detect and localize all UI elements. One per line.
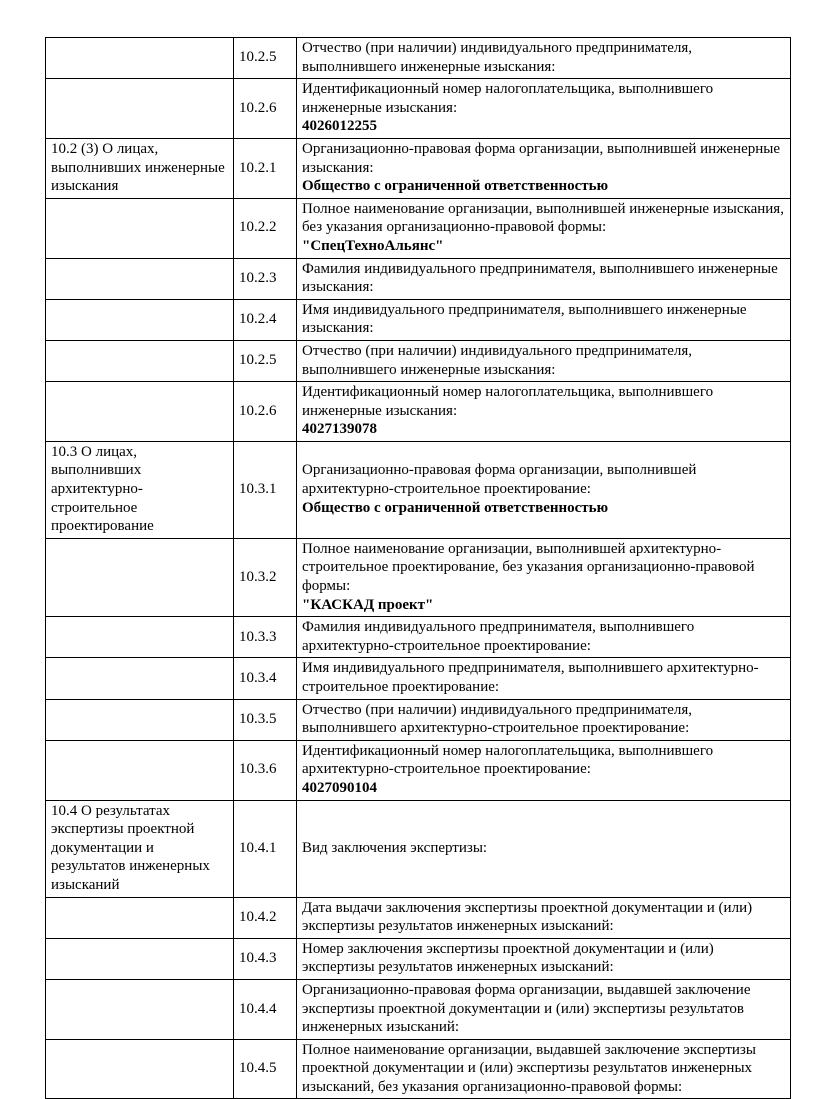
table-row xyxy=(46,617,791,658)
description-text: Дата выдачи заключения экспертизы проектной документации и (или) экспертизы результатов инженерных изысканий: xyxy=(302,899,753,935)
table-row xyxy=(46,938,791,979)
description-text: Полное наименование организации, выдавшей заключение экспертизы проектной документации и (или) экспертизы результатов инженерных изысканий, без указания организационно-правовой формы: xyxy=(302,1041,756,1095)
item-number-cell: 10.4.1 xyxy=(234,800,297,897)
section-cell xyxy=(46,658,234,699)
description-cell xyxy=(297,538,791,616)
description-cell xyxy=(297,382,791,442)
table-row xyxy=(46,699,791,740)
value-text: Общество с ограниченной ответственностью xyxy=(302,499,609,516)
section-cell xyxy=(46,897,234,938)
description-cell xyxy=(297,38,791,79)
section-cell xyxy=(46,38,234,79)
description-cell xyxy=(297,258,791,299)
table-row xyxy=(46,897,791,938)
value-text: 4026012255 xyxy=(302,118,377,135)
item-number-cell: 10.3.2 xyxy=(234,538,297,616)
description-cell xyxy=(297,617,791,658)
item-number-cell: 10.2.3 xyxy=(234,258,297,299)
table-row xyxy=(46,340,791,381)
description-text: Номер заключения экспертизы проектной документации и (или) экспертизы результатов инженерных изысканий: xyxy=(302,940,714,976)
description-cell xyxy=(297,938,791,979)
item-number-cell: 10.2.5 xyxy=(234,38,297,79)
table-row xyxy=(46,258,791,299)
description-text: Вид заключения экспертизы: xyxy=(302,839,488,856)
item-number-cell: 10.3.5 xyxy=(234,699,297,740)
section-cell xyxy=(46,938,234,979)
description-cell xyxy=(297,740,791,800)
section-cell xyxy=(46,340,234,381)
section-cell: 10.3 О лицах, выполнивших архитектурно-строительное проектирование xyxy=(46,441,234,538)
item-number-cell: 10.3.3 xyxy=(234,617,297,658)
section-cell xyxy=(46,258,234,299)
description-text: Фамилия индивидуального предпринимателя, выполнившего архитектурно-строительное проектирование: xyxy=(302,619,695,654)
value-text: 4027090104 xyxy=(302,779,377,796)
item-number-cell: 10.2.2 xyxy=(234,198,297,258)
description-cell xyxy=(297,658,791,699)
section-cell xyxy=(46,1039,234,1099)
table-row xyxy=(46,38,791,79)
section-cell xyxy=(46,979,234,1039)
table-row xyxy=(46,198,791,258)
value-text: "КАСКАД проект" xyxy=(302,596,434,613)
item-number-cell: 10.2.4 xyxy=(234,299,297,340)
description-cell xyxy=(297,198,791,258)
description-text: Отчество (при наличии) индивидуального предпринимателя, выполнившего инженерные изыскания: xyxy=(302,40,693,75)
table-row xyxy=(46,658,791,699)
description-cell xyxy=(297,897,791,938)
description-cell xyxy=(297,79,791,139)
description-cell xyxy=(297,138,791,198)
description-text: Отчество (при наличии) индивидуального предпринимателя, выполнившего архитектурно-строительное проектирование: xyxy=(302,701,693,737)
table-row xyxy=(46,979,791,1039)
table-row xyxy=(46,299,791,340)
table-row xyxy=(46,1039,791,1099)
value-text: "СпецТехноАльянс" xyxy=(302,237,444,254)
description-text: Полное наименование организации, выполнившей инженерные изыскания, без указания организационно-правовой формы: xyxy=(302,200,784,236)
item-number-cell: 10.2.1 xyxy=(234,138,297,198)
description-text: Организационно-правовая форма организации, выполнившей инженерные изыскания: xyxy=(302,140,780,176)
value-text: Общество с ограниченной ответственностью xyxy=(302,178,609,195)
item-number-cell: 10.4.5 xyxy=(234,1039,297,1099)
table-row xyxy=(46,441,791,538)
table-row xyxy=(46,138,791,198)
table-row xyxy=(46,79,791,139)
table-row xyxy=(46,800,791,897)
description-text: Организационно-правовая форма организации, выдавшей заключение экспертизы проектной документации и (или) экспертизы результатов инженерных изысканий: xyxy=(302,981,751,1036)
description-cell xyxy=(297,1039,791,1099)
description-cell xyxy=(297,299,791,340)
description-text: Полное наименование организации, выполнившей архитектурно-строительное проектирование, без указания организационно-правовой формы: xyxy=(302,540,755,595)
section-cell xyxy=(46,198,234,258)
description-cell xyxy=(297,979,791,1039)
item-number-cell: 10.3.1 xyxy=(234,441,297,538)
table-row xyxy=(46,382,791,442)
item-number-cell: 10.2.6 xyxy=(234,79,297,139)
item-number-cell: 10.3.4 xyxy=(234,658,297,699)
description-text: Идентификационный номер налогоплательщика, выполнившего архитектурно-строительное проектирование: xyxy=(302,742,714,778)
description-text: Идентификационный номер налогоплательщика, выполнившего инженерные изыскания: xyxy=(302,384,714,419)
item-number-cell: 10.4.2 xyxy=(234,897,297,938)
description-cell xyxy=(297,340,791,381)
item-number-cell: 10.4.3 xyxy=(234,938,297,979)
declaration-table-body xyxy=(46,38,791,1099)
section-cell xyxy=(46,617,234,658)
description-text: Фамилия индивидуального предпринимателя, выполнившего инженерные изыскания: xyxy=(302,260,778,296)
item-number-cell: 10.4.4 xyxy=(234,979,297,1039)
item-number-cell: 10.3.6 xyxy=(234,740,297,800)
section-cell xyxy=(46,538,234,616)
description-text: Имя индивидуального предпринимателя, выполнившего инженерные изыскания: xyxy=(302,301,747,337)
description-cell xyxy=(297,800,791,897)
value-text: 4027139078 xyxy=(302,421,377,438)
table-row xyxy=(46,740,791,800)
description-text: Отчество (при наличии) индивидуального предпринимателя, выполнившего инженерные изыскания: xyxy=(302,342,693,378)
item-number-cell: 10.2.6 xyxy=(234,382,297,442)
description-cell xyxy=(297,441,791,538)
section-cell xyxy=(46,299,234,340)
section-cell xyxy=(46,740,234,800)
description-text: Идентификационный номер налогоплательщика, выполнившего инженерные изыскания: xyxy=(302,81,714,116)
item-number-cell: 10.2.5 xyxy=(234,340,297,381)
declaration-table xyxy=(45,37,791,1099)
section-cell: 10.2 (3) О лицах, выполнивших инженерные изыскания xyxy=(46,138,234,198)
section-cell xyxy=(46,79,234,139)
section-cell xyxy=(46,382,234,442)
description-text: Имя индивидуального предпринимателя, выполнившего архитектурно-строительное проектирование: xyxy=(302,660,759,695)
table-row xyxy=(46,538,791,616)
description-cell xyxy=(297,699,791,740)
section-cell xyxy=(46,699,234,740)
section-cell: 10.4 О результатах экспертизы проектной документации и результатов инженерных изысканий xyxy=(46,800,234,897)
description-text: Организационно-правовая форма организации, выполнившей архитектурно-строительное проектирование: xyxy=(302,462,697,498)
